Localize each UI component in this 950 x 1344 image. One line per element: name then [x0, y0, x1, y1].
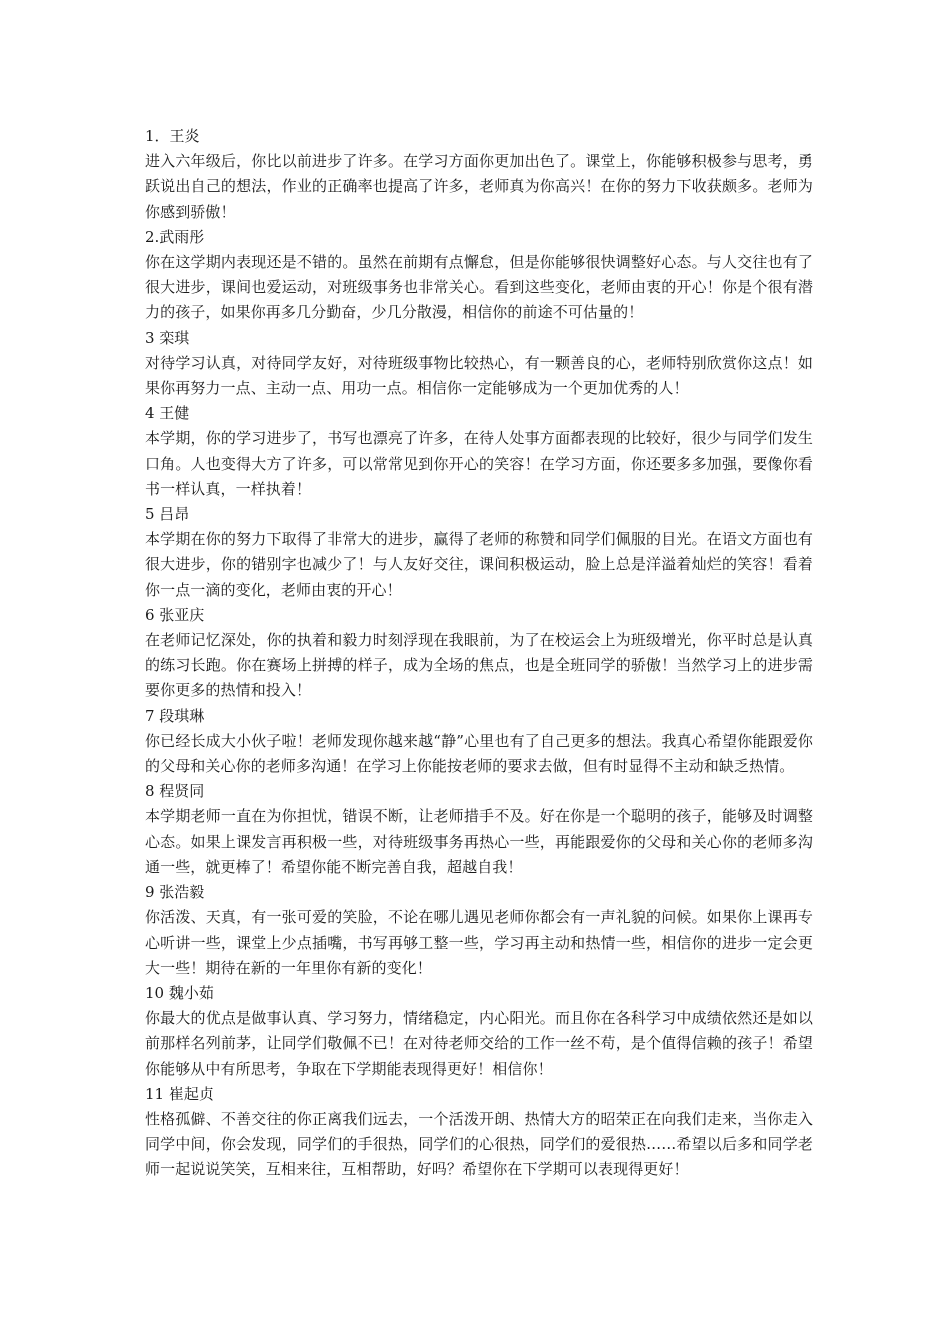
- comment-entry: [145, 1082, 813, 1183]
- student-name-heading: 10 魏小茹: [145, 983, 214, 1002]
- comment-text: 本学期在你的努力下取得了非常大的进步，赢得了老师的称赞和同学们佩服的目光。在语文方面也有很大进步，你的错别字也减少了！与人友好交往，课间积极运动，脸上总是洋溢着灿烂的笑容！看着你一点一滴的变化，老师由衷的开心！: [145, 530, 813, 599]
- comment-entry: [145, 225, 813, 326]
- comment-text: 你最大的优点是做事认真、学习努力，情绪稳定，内心阳光。而且你在各科学习中成绩依然还是如以前那样名列前茅，让同学们敬佩不已！在对待老师交给的工作一丝不苟，是个值得信赖的孩子！希望你能够从中有所思考，争取在下学期能表现得更好！相信你！: [145, 1009, 813, 1078]
- student-name-heading: 7 段琪琳: [145, 706, 205, 725]
- comment-text: 进入六年级后，你比以前进步了许多。在学习方面你更加出色了。课堂上，你能够积极参与思考，勇跃说出自己的想法，作业的正确率也提高了许多，老师真为你高兴！在你的努力下收获颇多。老师为你感到骄傲！: [145, 152, 813, 221]
- comments-list: [145, 124, 813, 1183]
- comment-entry: [145, 880, 813, 981]
- comment-text: 本学期，你的学习进步了，书写也漂亮了许多，在待人处事方面都表现的比较好，很少与同学们发生口角。人也变得大方了许多，可以常常见到你开心的笑容！在学习方面，你还要多多加强，要像你看书一样认真，一样执着！: [145, 429, 813, 498]
- student-name-heading: 2.武雨彤: [145, 227, 205, 246]
- student-name-heading: 1．王炎: [145, 127, 200, 145]
- student-name-heading: 11 崔起贞: [145, 1084, 214, 1103]
- comment-entry: [145, 124, 813, 225]
- comment-entry: [145, 401, 813, 502]
- comment-text: 在老师记忆深处，你的执着和毅力时刻浮现在我眼前，为了在校运会上为班级增光，你平时总是认真的练习长跑。你在赛场上拼搏的样子，成为全场的焦点，也是全班同学的骄傲！当然学习上的进步需要你更多的热情和投入！: [145, 631, 813, 700]
- comment-entry: [145, 326, 813, 402]
- student-name-heading: 4 王健: [145, 404, 190, 423]
- comment-text: 你在这学期内表现还是不错的。虽然在前期有点懈怠，但是你能够很快调整好心态。与人交往也有了很大进步，课间也爱运动，对班级事务也非常关心。看到这些变化，老师由衷的开心！你是个很有潜力的孩子，如果你再多几分勤奋，少几分散漫，相信你的前途不可估量的！: [145, 253, 813, 322]
- comment-text: 对待学习认真，对待同学友好，对待班级事物比较热心，有一颗善良的心，老师特别欣赏你这点！如果你再努力一点、主动一点、用功一点。相信你一定能够成为一个更加优秀的人！: [145, 353, 813, 398]
- comment-entry: [145, 779, 813, 880]
- student-name-heading: 6 张亚庆: [145, 605, 205, 624]
- comment-text: 本学期老师一直在为你担忧，错误不断，让老师措手不及。好在你是一个聪明的孩子，能够及时调整心态。如果上课发言再积极一些，对待班级事务再热心一些，再能跟爱你的父母和关心你的老师多沟通一些，就更棒了！希望你能不断完善自我，超越自我！: [145, 807, 813, 876]
- comment-entry: [145, 502, 813, 603]
- comment-text: 你活泼、天真，有一张可爱的笑脸，不论在哪儿遇见老师你都会有一声礼貌的问候。如果你上课再专心听讲一些，课堂上少点插嘴，书写再够工整一些，学习再主动和热情一些，相信你的进步一定会更大一些！期待在新的一年里你有新的变化！: [145, 908, 813, 977]
- comment-text: 性格孤僻、不善交往的你正离我们远去，一个活泼开朗、热情大方的昭荣正在向我们走来，当你走入同学中间，你会发现，同学们的手很热，同学们的心很热，同学们的爱很热……希望以后多和同学老师一起说说笑笑，互相来往，互相帮助，好吗？希望你在下学期可以表现得更好！: [145, 1109, 813, 1179]
- student-name-heading: 8 程贤同: [145, 782, 205, 801]
- comment-entry: [145, 981, 813, 1082]
- comment-entry: [145, 704, 813, 780]
- comment-entry: [145, 603, 813, 704]
- student-name-heading: 5 吕昂: [145, 505, 190, 524]
- comment-text: 你已经长成大小伙子啦！老师发现你越来越“静”心里也有了自己更多的想法。我真心希望你能跟爱你的父母和关心你的老师多沟通！在学习上你能按老师的要求去做，但有时显得不主动和缺乏热情。: [145, 731, 813, 776]
- student-name-heading: 9 张浩毅: [145, 883, 205, 902]
- student-name-heading: 3 栾琪: [145, 328, 190, 347]
